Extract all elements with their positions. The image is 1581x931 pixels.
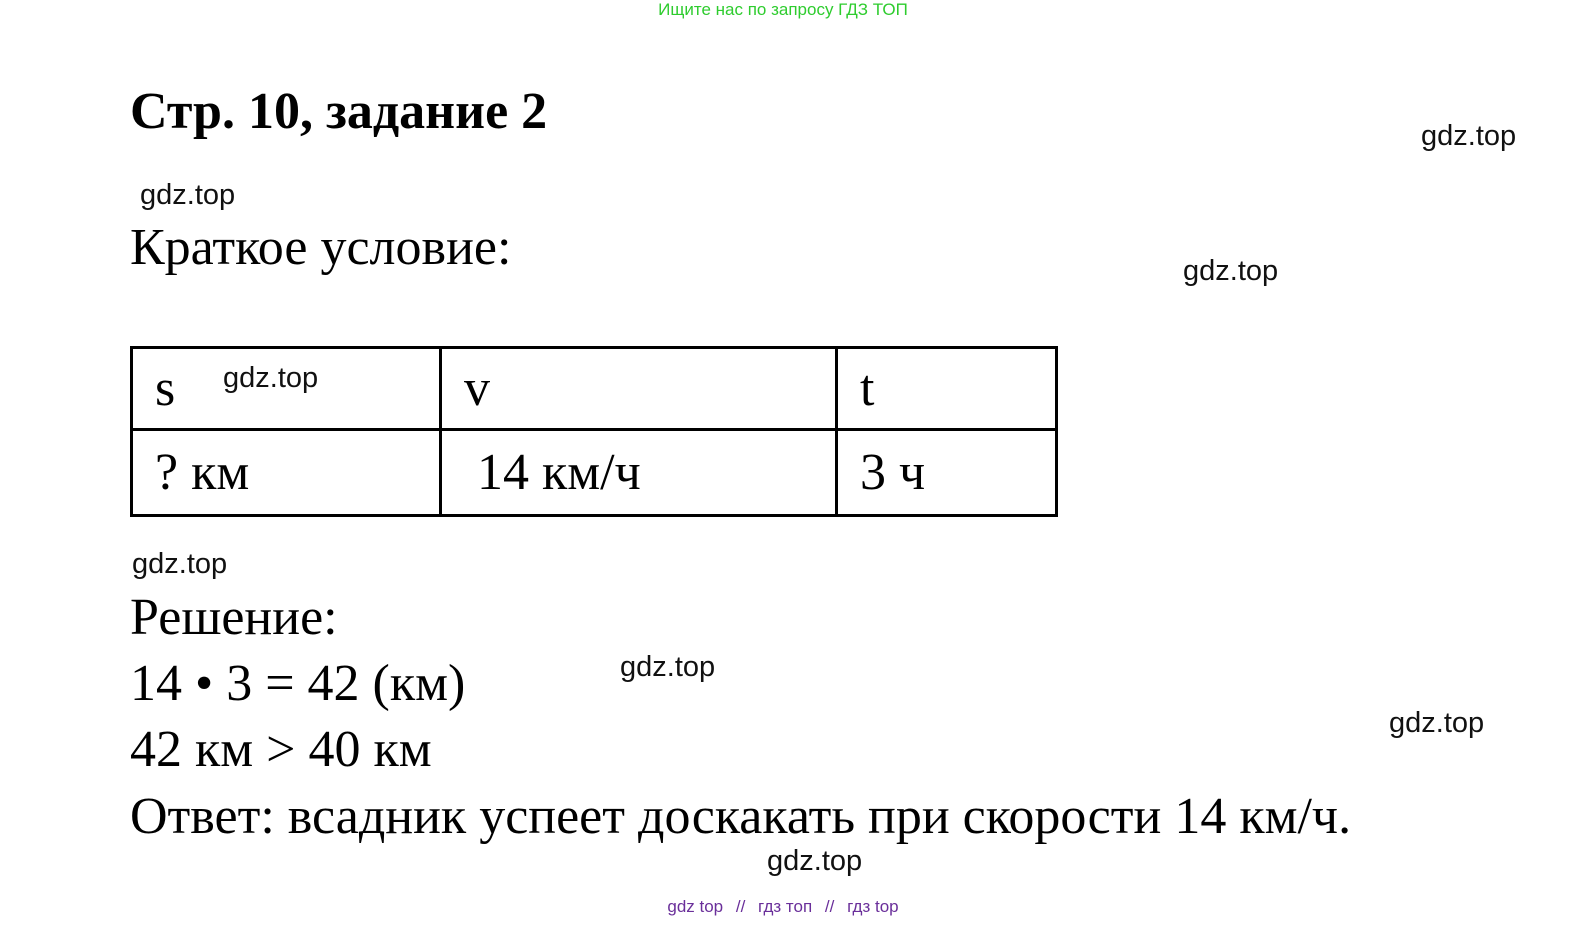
table-row bbox=[132, 430, 1057, 516]
value-cell-t bbox=[837, 430, 1057, 516]
header-cell-t bbox=[837, 348, 1057, 430]
watermark: gdz.top bbox=[620, 651, 716, 683]
watermark: gdz.top bbox=[1389, 707, 1485, 739]
solution-heading: Решение: bbox=[130, 589, 338, 646]
watermark: gdz.top bbox=[223, 362, 319, 394]
page-title: Стр. 10, задание 2 bbox=[130, 83, 548, 140]
watermark: gdz.top bbox=[140, 179, 236, 211]
watermark: gdz.top bbox=[1421, 120, 1517, 152]
header-t: t bbox=[860, 360, 875, 417]
answer-text: Ответ: всадник успеет доскакать при скорости 14 км/ч. bbox=[130, 788, 1352, 845]
footer-separator: // bbox=[735, 897, 746, 916]
watermark: gdz.top bbox=[1183, 255, 1279, 287]
watermark: gdz.top bbox=[132, 548, 228, 580]
header-v: v bbox=[464, 360, 490, 417]
watermark: gdz.top bbox=[767, 845, 863, 877]
footer-separator: // bbox=[824, 897, 835, 916]
value-cell-v bbox=[441, 430, 837, 516]
footer-link-gdz-top-ru[interactable]: гдз топ bbox=[758, 897, 813, 916]
header-cell-v bbox=[441, 348, 837, 430]
condition-heading: Краткое условие: bbox=[130, 219, 512, 276]
footer-links bbox=[0, 897, 1566, 917]
footer-link-gdz-top[interactable]: gdz top bbox=[667, 897, 724, 916]
value-t: 3 ч bbox=[860, 444, 926, 501]
value-cell-s bbox=[132, 430, 441, 516]
value-s: ? км bbox=[155, 444, 250, 501]
solution-line-1: 14 • 3 = 42 (км) bbox=[130, 655, 466, 712]
header-s: s bbox=[155, 360, 176, 417]
solution-line-2: 42 км > 40 км bbox=[130, 721, 432, 778]
footer-link-gdz-top-mixed[interactable]: гдз top bbox=[847, 897, 899, 916]
value-v: 14 км/ч bbox=[464, 444, 641, 501]
top-banner[interactable]: Ищите нас по запросу ГДЗ ТОП bbox=[658, 0, 908, 19]
